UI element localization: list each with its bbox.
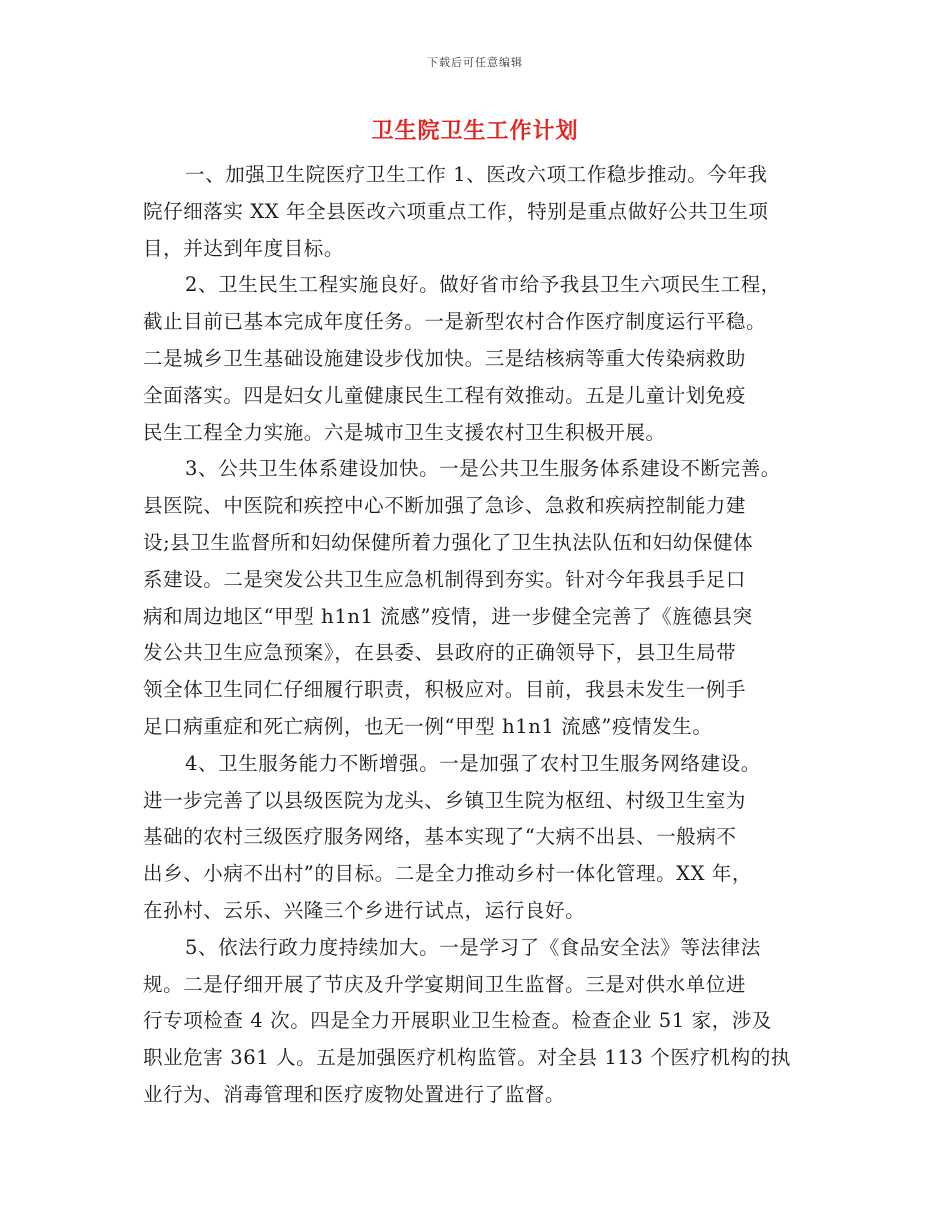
paragraph-line: 职业危害 361 人。五是加强医疗机构监管。对全县 113 个医疗机构的执 — [143, 1046, 791, 1070]
paragraph-line: 目，并达到年度目标。 — [143, 236, 345, 260]
paragraph-line: 民生工程全力实施。六是城市卫生支援农村卫生积极开展。 — [143, 420, 666, 444]
paragraph-line: 院仔细落实 XX 年全县医改六项重点工作，特别是重点做好公共卫生项 — [143, 199, 769, 223]
paragraph-line: 规。二是仔细开展了节庆及升学宴期间卫生监督。三是对供水单位进 — [143, 972, 747, 996]
paragraph-line: 县医院、中医院和疾控中心不断加强了急诊、急救和疾病控制能力建 — [143, 494, 747, 518]
paragraph-line: 进一步完善了以县级医院为龙头、乡镇卫生院为枢纽、村级卫生室为 — [143, 788, 747, 812]
paragraph-line: 2、卫生民生工程实施良好。做好省市给予我县卫生六项民生工程， — [185, 273, 781, 297]
header-note: 下载后可任意编辑 — [427, 56, 523, 69]
paragraph-line: 发公共卫生应急预案》，在县委、县政府的正确领导下，县卫生局带 — [143, 641, 737, 665]
paragraph-line: 3、公共卫生体系建设加快。一是公共卫生服务体系建设不断完善。 — [185, 457, 781, 481]
paragraph-line: 病和周边地区“甲型 h1n1 流感”疫情，进一步健全完善了《旌德县突 — [143, 604, 753, 628]
paragraph-line: 设;县卫生监督所和妇幼保健所着力强化了卫生执法队伍和妇幼保健体 — [143, 530, 754, 554]
paragraph-line: 二是城乡卫生基础设施建设步伐加快。三是结核病等重大传染病救助 — [143, 346, 747, 370]
paragraph-line: 在孙村、云乐、兴隆三个乡进行试点，运行良好。 — [143, 898, 586, 922]
paragraph-line: 出乡、小病不出村”的目标。二是全力推动乡村一体化管理。XX 年， — [143, 862, 753, 886]
document-title: 卫生院卫生工作计划 — [371, 118, 579, 144]
paragraph-line: 基础的农村三级医疗服务网络，基本实现了“大病不出县、一般病不 — [143, 825, 737, 849]
paragraph-line: 行专项检查 4 次。四是全力开展职业卫生检查。检查企业 51 家，涉及 — [143, 1009, 773, 1033]
paragraph-line: 业行为、消毒管理和医疗废物处置进行了监督。 — [143, 1082, 566, 1106]
paragraph-line: 截止目前已基本完成年度任务。一是新型农村合作医疗制度运行平稳。 — [143, 310, 767, 334]
document-body — [143, 157, 823, 1114]
paragraph-line: 5、依法行政力度持续加大。一是学习了《食品安全法》等法律法 — [185, 935, 761, 959]
paragraph-line: 4、卫生服务能力不断增强。一是加强了农村卫生服务网络建设。 — [185, 751, 761, 775]
paragraph-line: 一、加强卫生院医疗卫生工作 1、医改六项工作稳步推动。今年我 — [185, 163, 768, 186]
paragraph-line: 全面落实。四是妇女儿童健康民生工程有效推动。五是儿童计划免疫 — [143, 383, 747, 407]
paragraph-line: 足口病重症和死亡病例，也无一例“甲型 h1n1 流感”疫情发生。 — [143, 714, 713, 738]
paragraph-line: 系建设。二是突发公共卫生应急机制得到夯实。针对今年我县手足口 — [143, 567, 747, 591]
paragraph-line: 领全体卫生同仁仔细履行职责，积极应对。目前，我县未发生一例手 — [143, 678, 747, 702]
